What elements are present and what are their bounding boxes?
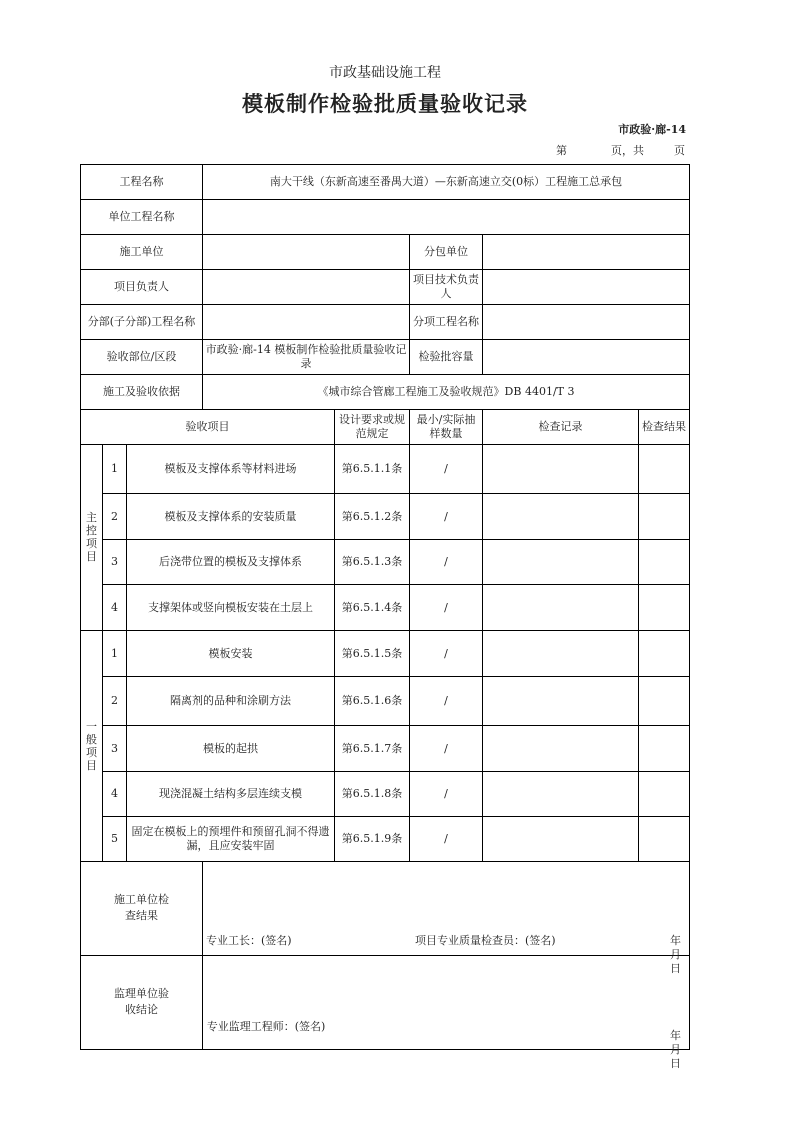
project-manager-label: 项目负责人 [81,270,203,305]
item-sample: / [410,631,483,677]
location-value: 市政验·廊-14 模板制作检验批质量验收记录 [203,340,410,375]
item-record [483,631,639,677]
item-clause: 第6.5.1.3条 [335,540,410,585]
col-header-record: 检查记录 [483,410,639,445]
basis-value: 《城市综合管廊工程施工及验收规范》DB 4401/T 3 [203,375,690,410]
table-row [81,817,690,862]
subitem-label: 分项工程名称 [410,305,483,340]
table-row [81,445,690,494]
subcontract-unit-label: 分包单位 [410,235,483,270]
item-result [639,772,690,817]
item-sample: / [410,817,483,862]
item-result [639,726,690,772]
item-record [483,817,639,862]
item-name: 隔离剂的品种和涂刷方法 [127,677,335,726]
item-sample: / [410,540,483,585]
project-manager-value [203,270,410,305]
capacity-label: 检验批容量 [410,340,483,375]
row-division [81,305,690,340]
supervision-engineer-signature-label: 专业监理工程师：(签名) [206,1020,326,1033]
item-result [639,494,690,540]
item-sample: / [410,677,483,726]
item-name: 模板的起拱 [127,726,335,772]
item-name: 现浇混凝土结构多层连续支模 [127,772,335,817]
basis-label: 施工及验收依据 [81,375,203,410]
division-value [203,305,410,340]
item-no: 4 [103,585,127,631]
supervision-check-area [203,956,693,1070]
item-sample: / [410,494,483,540]
page-ye: 页 [674,144,685,157]
table-row [81,494,690,540]
item-sample: / [410,585,483,631]
form-title: 模板制作检验批质量验收记录 [242,92,528,116]
item-result [639,817,690,862]
item-clause: 第6.5.1.5条 [335,631,410,677]
item-clause: 第6.5.1.1条 [335,445,410,494]
item-name: 后浇带位置的模板及支撑体系 [127,540,335,585]
item-no: 2 [103,494,127,540]
project-name-label: 工程名称 [81,165,203,200]
form-code: 市政验·廊-14 [618,123,686,136]
item-sample: / [410,772,483,817]
general-label: 一般项目 [81,631,103,862]
item-sample: / [410,726,483,772]
row-supervision-check [81,956,690,1050]
item-no: 3 [103,726,127,772]
construction-check-area [203,862,693,975]
subcontract-unit-value [483,235,690,270]
foreman-signature-label: 专业工长：(签名) [206,934,292,947]
construction-unit-label: 施工单位 [81,235,203,270]
col-header-item: 验收项目 [81,410,335,445]
item-sample: / [410,445,483,494]
row-location [81,340,690,375]
item-no: 2 [103,677,127,726]
item-result [639,445,690,494]
item-no: 1 [103,631,127,677]
item-no: 4 [103,772,127,817]
row-construction-unit [81,235,690,270]
item-record [483,585,639,631]
supervision-check-label: 监理单位验收结论 [81,956,203,1050]
item-no: 3 [103,540,127,585]
table-row [81,677,690,726]
item-record [483,677,639,726]
item-clause: 第6.5.1.8条 [335,772,410,817]
item-record [483,772,639,817]
item-record [483,494,639,540]
table-row [81,772,690,817]
capacity-value [483,340,690,375]
inspection-form-table [80,164,693,1070]
item-clause: 第6.5.1.9条 [335,817,410,862]
item-record [483,445,639,494]
item-result [639,631,690,677]
item-clause: 第6.5.1.2条 [335,494,410,540]
page-info [556,142,690,158]
item-record [483,726,639,772]
main-control-label: 主控项目 [81,445,103,631]
item-name: 模板及支撑体系等材料进场 [127,445,335,494]
supervision-check-date: 年 月 日 [670,1029,693,1070]
item-name: 支撑架体或竖向模板安装在土层上 [127,585,335,631]
item-clause: 第6.5.1.6条 [335,677,410,726]
col-header-design-req: 设计要求或规范规定 [335,410,410,445]
row-construction-check [81,862,690,956]
item-result [639,585,690,631]
tech-manager-label: 项目技术负责人 [410,270,483,305]
row-project-name [81,165,690,200]
page-ye-gong: 页，共 [611,144,644,157]
project-name-value: 南大干线（东新高速至番禺大道）—东新高速立交(0标）工程施工总承包 [203,165,690,200]
col-header-result: 检查结果 [639,410,690,445]
table-row [81,726,690,772]
form-subtitle: 市政基础设施工程 [329,65,441,81]
item-no: 5 [103,817,127,862]
row-unit-project [81,200,690,235]
item-record [483,540,639,585]
item-no: 1 [103,445,127,494]
item-name: 模板及支撑体系的安装质量 [127,494,335,540]
table-row [81,540,690,585]
construction-unit-value [203,235,410,270]
unit-project-value [203,200,690,235]
division-label: 分部(子分部)工程名称 [81,305,203,340]
item-name: 模板安装 [127,631,335,677]
location-label: 验收部位/区段 [81,340,203,375]
item-name: 固定在模板上的预埋件和预留孔洞不得遗漏，且应安装牢固 [127,817,335,862]
unit-project-label: 单位工程名称 [81,200,203,235]
col-header-sample: 最小/实际抽样数量 [410,410,483,445]
tech-manager-value [483,270,690,305]
item-clause: 第6.5.1.4条 [335,585,410,631]
item-clause: 第6.5.1.7条 [335,726,410,772]
quality-inspector-signature-label: 项目专业质量检查员：(签名) [415,934,556,947]
table-row [81,585,690,631]
row-managers [81,270,690,305]
row-column-headers [81,410,690,445]
page-di: 第 [556,144,567,157]
subitem-value [483,305,690,340]
item-result [639,540,690,585]
item-result [639,677,690,726]
table-row [81,631,690,677]
construction-check-date: 年 月 日 [670,934,693,975]
row-basis [81,375,690,410]
construction-check-label: 施工单位检查结果 [81,862,203,956]
